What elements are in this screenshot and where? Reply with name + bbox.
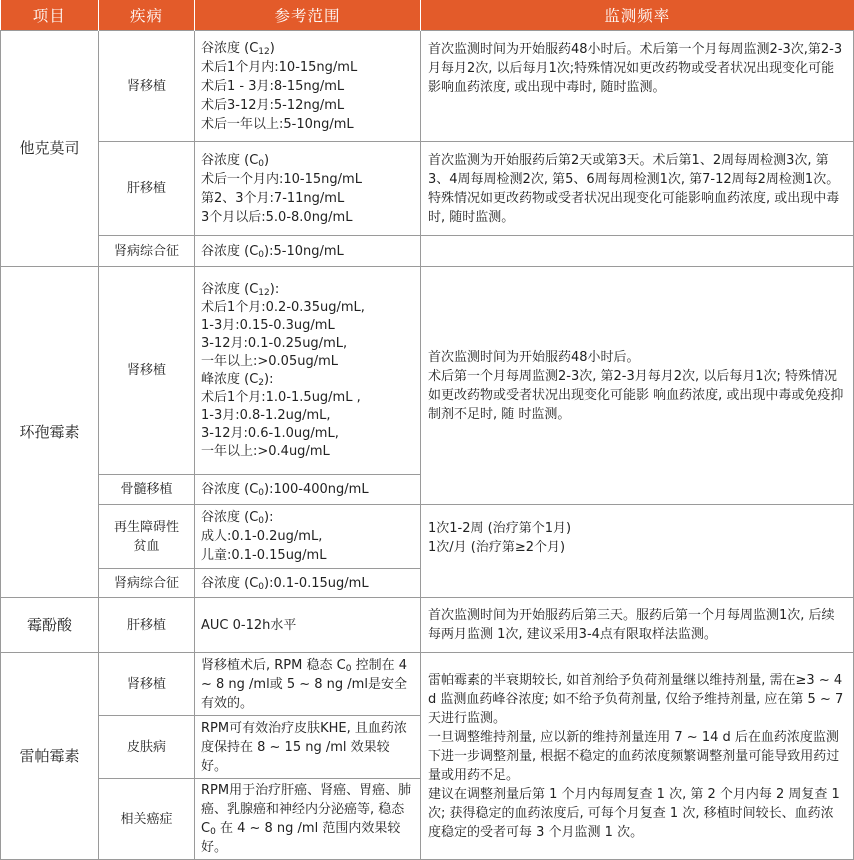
monitoring-frequency-empty bbox=[421, 236, 854, 267]
disease-kidney-transplant: 肾移植 bbox=[99, 653, 195, 716]
disease-kidney-transplant: 肾移植 bbox=[99, 31, 195, 142]
disease-nephrotic-syndrome: 肾病综合征 bbox=[99, 569, 195, 598]
reference-range: RPM可有效治疗皮肤KHE, 且血药浓度保持在 8 ~ 15 ng /ml 效果较好。 bbox=[195, 716, 421, 779]
table-row bbox=[1, 236, 854, 267]
reference-range: 谷浓度 $(C_0):100-400ng/mL$ bbox=[195, 475, 421, 505]
reference-range: 谷浓度 $(C_0)$: 成人:0.1-0.2ug/mL, 儿童:0.1-0.15ug/mL bbox=[195, 505, 421, 569]
monitoring-frequency: 首次监测时间为开始服药后第三天。服药后第一个月每周监测1次, 后续每两月监测 1次, 建议采用3-4点有限取样法监测。 bbox=[421, 598, 854, 653]
disease-liver-transplant: 肝移植 bbox=[99, 142, 195, 236]
monitoring-frequency: 首次监测时间为开始服药48小时后。 术后第一个月每周监测2-3次, 第2-3月每月2次, 以后每月1次; 特殊情况如更改药物或受者状况出现变化可能影 响血药浓度, 或出现中毒或免疫抑制剂不足时, 随 时监测。 bbox=[421, 267, 854, 505]
drug-sirolimus: 雷帕霉素 bbox=[1, 653, 99, 860]
reference-range: 谷浓度 $(C_0):0.1-0.15ug/mL$ bbox=[195, 569, 421, 598]
table-row bbox=[1, 31, 854, 142]
disease-aplastic-anemia: 再生障碍性贫血 bbox=[99, 505, 195, 569]
table-row bbox=[1, 267, 854, 475]
monitoring-frequency: 首次监测为开始服药后第2天或第3天。术后第1、2周每周检测3次, 第3、4周每周检测2次, 第5、6周每周检测1次, 第7-12周每2周检测1次。特殊情况如更改药物或受者状况出现变化可能影响血药浓度, 或出现中毒时, 随时监测。 bbox=[421, 142, 854, 236]
monitoring-frequency: 首次监测时间为开始服药48小时后。术后第一个月每周监测2-3次,第2-3月每月2次, 以后每月1次;特殊情况如更改药物或受者状况出现变化可能影响血药浓度, 或出现中毒时, 随时监测。 bbox=[421, 31, 854, 142]
header-disease: 疾病 bbox=[99, 0, 195, 31]
reference-range: 谷浓度 $(C_0):5-10ng/mL$ bbox=[195, 236, 421, 267]
disease-bone-marrow-transplant: 骨髓移植 bbox=[99, 475, 195, 505]
monitoring-frequency: 雷帕霉素的半衰期较长, 如首剂给予负荷剂量继以维持剂量, 需在≥3 ~ 4 d 监测血药峰谷浓度; 如不给予负荷剂量, 仅给予维持剂量, 应在第 5 ~ 7 天进行监测。 一旦调整维持剂量, 应以新的维持剂量连用 7 ~ 14 d 后在血药浓度监测下进一步调整剂量, 根据不稳定的血药浓度频繁调整剂量可能导致用药过量或用药不足。 建议在调整剂量后第 1 个月内每周复查 1 次, 第 2 个月内每 2 周复查 1 次; 获得稳定的血药浓度后, 可每个月复查 1 次, 移植时间较长、血药浓度稳定的受者可每 3 个月监测 1 次。 bbox=[421, 653, 854, 860]
drug-mycophenolic-acid: 霉酚酸 bbox=[1, 598, 99, 653]
monitoring-frequency: 1次1-2周 (治疗第个1月) 1次/月 (治疗第≥2个月) bbox=[421, 505, 854, 598]
reference-range: 谷浓度 $(C_{12})$ 术后1个月内:10-15ng/mL 术后1 - 3月:8-15ng/mL 术后3-12月:5-12ng/mL 术后一年以上:5-10ng/mL bbox=[195, 31, 421, 142]
table-row bbox=[1, 598, 854, 653]
drug-cyclosporine: 环孢霉素 bbox=[1, 267, 99, 598]
disease-related-cancer: 相关癌症 bbox=[99, 779, 195, 860]
table-row bbox=[1, 505, 854, 569]
header-item: 项目 bbox=[1, 0, 99, 31]
table-row bbox=[1, 653, 854, 716]
header-monitoring-frequency: 监测频率 bbox=[421, 0, 854, 31]
reference-range: RPM用于治疗肝癌、肾癌、胃癌、肺癌、乳腺癌和神经内分泌癌等, 稳态 $C_0$ 在 4 ~ 8 ng /ml 范围内效果较好。 bbox=[195, 779, 421, 860]
disease-skin-disease: 皮肤病 bbox=[99, 716, 195, 779]
drug-tacrolimus: 他克莫司 bbox=[1, 31, 99, 267]
reference-range: 肾移植术后, RPM 稳态 $C_0$ 控制在 4 ~ 8 ng /ml或 5 ~ 8 ng /ml是安全有效的。 bbox=[195, 653, 421, 716]
disease-kidney-transplant: 肾移植 bbox=[99, 267, 195, 475]
header-row bbox=[1, 0, 854, 31]
table-row bbox=[1, 142, 854, 236]
reference-range: 谷浓度 $(C_0)$ 术后一个月内:10-15ng/mL 第2、3个月:7-11ng/mL 3个月以后:5.0-8.0ng/mL bbox=[195, 142, 421, 236]
disease-liver-transplant: 肝移植 bbox=[99, 598, 195, 653]
disease-nephrotic-syndrome: 肾病综合征 bbox=[99, 236, 195, 267]
reference-range: 谷浓度 $(C_{12})$: 术后1个月:0.2-0.35ug/mL, 1-3月:0.15-0.3ug/mL 3-12月:0.1-0.25ug/mL, 一年以上:>0.05ug/mL 峰浓度 $(C_2)$: 术后1个月:1.0-1.5ug/mL , 1-3月:0.8-1.2ug/mL, 3-12月:0.6-1.0ug/mL, 一年以上:>0.4ug/mL bbox=[195, 267, 421, 475]
header-reference-range: 参考范围 bbox=[195, 0, 421, 31]
reference-range: AUC 0-12h水平 bbox=[195, 598, 421, 653]
